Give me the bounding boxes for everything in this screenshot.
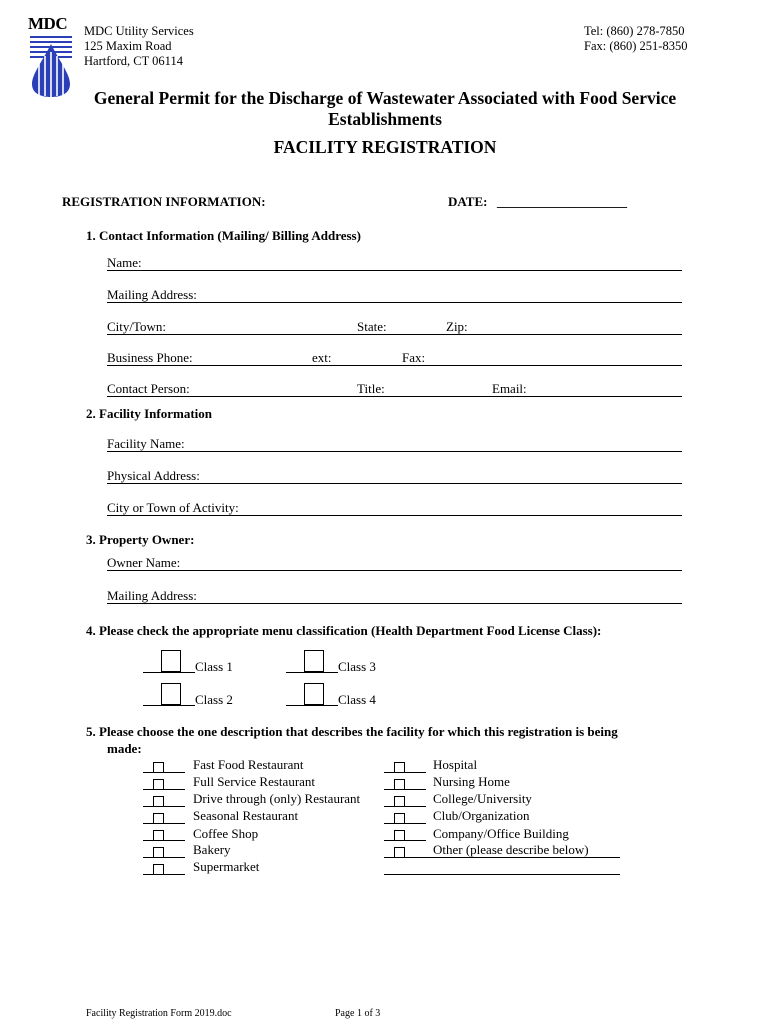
email-label: Email: xyxy=(492,381,527,396)
section-5-heading-line-1: 5. Please choose the one description that describes the facility for which this registration is being xyxy=(86,724,618,739)
org-tel: Tel: (860) 278-7850 xyxy=(584,24,685,38)
supermarket-label: Supermarket xyxy=(193,859,260,874)
fast-food-label: Fast Food Restaurant xyxy=(193,757,304,772)
option-underline xyxy=(384,806,426,807)
form-subtitle: FACILITY REGISTRATION xyxy=(273,137,497,157)
owner-mailing-label: Mailing Address: xyxy=(107,588,197,603)
class-2-checkbox[interactable] xyxy=(161,683,181,705)
class-4-underline xyxy=(286,705,338,706)
other-label: Other (please describe below) xyxy=(433,842,589,857)
org-name: MDC Utility Services xyxy=(84,24,194,38)
class-3-underline xyxy=(286,672,338,673)
mailing-address-label: Mailing Address: xyxy=(107,287,197,302)
owner-name-label: Owner Name: xyxy=(107,555,181,570)
bakery-checkbox[interactable] xyxy=(153,847,164,858)
option-underline xyxy=(143,806,185,807)
phone-fax-field[interactable] xyxy=(107,365,682,366)
city-state-zip-field[interactable] xyxy=(107,334,682,335)
option-underline xyxy=(143,823,185,824)
class-1-label: Class 1 xyxy=(195,659,233,674)
org-address xyxy=(84,24,194,69)
option-underline xyxy=(143,857,185,858)
org-fax: Fax: (860) 251-8350 xyxy=(584,39,688,53)
org-contact xyxy=(584,24,687,54)
option-underline xyxy=(384,823,426,824)
coffee-shop-checkbox[interactable] xyxy=(153,830,164,841)
owner-name-field[interactable] xyxy=(107,570,682,571)
coffee-shop-label: Coffee Shop xyxy=(193,826,259,841)
club-label: Club/Organization xyxy=(433,808,530,823)
owner-mailing-field[interactable] xyxy=(107,603,682,604)
form-title xyxy=(40,88,730,130)
footer-page-number: Page 1 of 3 xyxy=(335,1008,381,1019)
name-label: Name: xyxy=(107,255,142,270)
org-city: Hartford, CT 06114 xyxy=(84,54,183,68)
option-underline xyxy=(384,840,426,841)
class-2-label: Class 2 xyxy=(195,692,233,707)
fax-label: Fax: xyxy=(402,350,426,365)
option-underline xyxy=(143,789,185,790)
footer-filename: Facility Registration Form 2019.doc xyxy=(86,1008,232,1019)
section-1-heading: 1. Contact Information (Mailing/ Billing Address) xyxy=(86,228,361,243)
college-checkbox[interactable] xyxy=(394,796,405,807)
org-street: 125 Maxim Road xyxy=(84,39,172,53)
mailing-address-field[interactable] xyxy=(107,302,682,303)
club-checkbox[interactable] xyxy=(394,813,405,824)
full-service-checkbox[interactable] xyxy=(153,779,164,790)
section-4-heading: 4. Please check the appropriate menu classification (Health Department Food License Class): xyxy=(86,623,602,638)
city-label: City/Town: xyxy=(107,319,167,334)
company-checkbox[interactable] xyxy=(394,830,405,841)
nursing-home-label: Nursing Home xyxy=(433,774,510,789)
other-checkbox[interactable] xyxy=(394,847,405,858)
option-underline xyxy=(384,789,426,790)
logo-wordmark: MDC xyxy=(28,14,68,33)
title-line-1: General Permit for the Discharge of Wastewater Associated with Food Service xyxy=(93,88,677,108)
state-label: State: xyxy=(357,319,387,334)
class-1-underline xyxy=(143,672,195,673)
seasonal-checkbox[interactable] xyxy=(153,813,164,824)
ext-label: ext: xyxy=(312,350,332,365)
contact-person-field[interactable] xyxy=(107,396,682,397)
seasonal-label: Seasonal Restaurant xyxy=(193,808,299,823)
name-field[interactable] xyxy=(107,270,682,271)
company-label: Company/Office Building xyxy=(433,826,569,841)
class-4-checkbox[interactable] xyxy=(304,683,324,705)
registration-label: REGISTRATION INFORMATION: xyxy=(62,194,266,209)
supermarket-checkbox[interactable] xyxy=(153,864,164,875)
full-service-label: Full Service Restaurant xyxy=(193,774,316,789)
contact-person-label: Contact Person: xyxy=(107,381,190,396)
option-underline xyxy=(143,874,185,875)
option-underline xyxy=(384,772,426,773)
business-phone-label: Business Phone: xyxy=(107,350,193,365)
class-1-checkbox[interactable] xyxy=(161,650,181,672)
mdc-logo xyxy=(28,16,76,98)
physical-address-field[interactable] xyxy=(107,483,682,484)
class-2-underline xyxy=(143,705,195,706)
facility-name-label: Facility Name: xyxy=(107,436,185,451)
facility-name-field[interactable] xyxy=(107,451,682,452)
zip-label: Zip: xyxy=(446,319,468,334)
hospital-checkbox[interactable] xyxy=(394,762,405,773)
bakery-label: Bakery xyxy=(193,842,231,857)
nursing-home-checkbox[interactable] xyxy=(394,779,405,790)
city-activity-field[interactable] xyxy=(107,515,682,516)
class-3-label: Class 3 xyxy=(338,659,376,674)
drive-through-label: Drive through (only) Restaurant xyxy=(193,791,361,806)
physical-address-label: Physical Address: xyxy=(107,468,200,483)
date-label: DATE: xyxy=(448,194,488,209)
class-4-label: Class 4 xyxy=(338,692,376,707)
date-field[interactable]: ____________________ xyxy=(497,194,627,209)
city-activity-label: City or Town of Activity: xyxy=(107,500,239,515)
fast-food-checkbox[interactable] xyxy=(153,762,164,773)
college-label: College/University xyxy=(433,791,532,806)
other-description-field[interactable] xyxy=(384,874,620,875)
title-line-2: Establishments xyxy=(328,109,442,129)
title-label: Title: xyxy=(357,381,385,396)
option-underline xyxy=(143,772,185,773)
section-3-heading: 3. Property Owner: xyxy=(86,532,195,547)
drive-through-checkbox[interactable] xyxy=(153,796,164,807)
hospital-label: Hospital xyxy=(433,757,478,772)
option-underline xyxy=(143,840,185,841)
section-2-heading: 2. Facility Information xyxy=(86,406,213,421)
section-5-heading-line-2: made: xyxy=(107,741,142,756)
class-3-checkbox[interactable] xyxy=(304,650,324,672)
